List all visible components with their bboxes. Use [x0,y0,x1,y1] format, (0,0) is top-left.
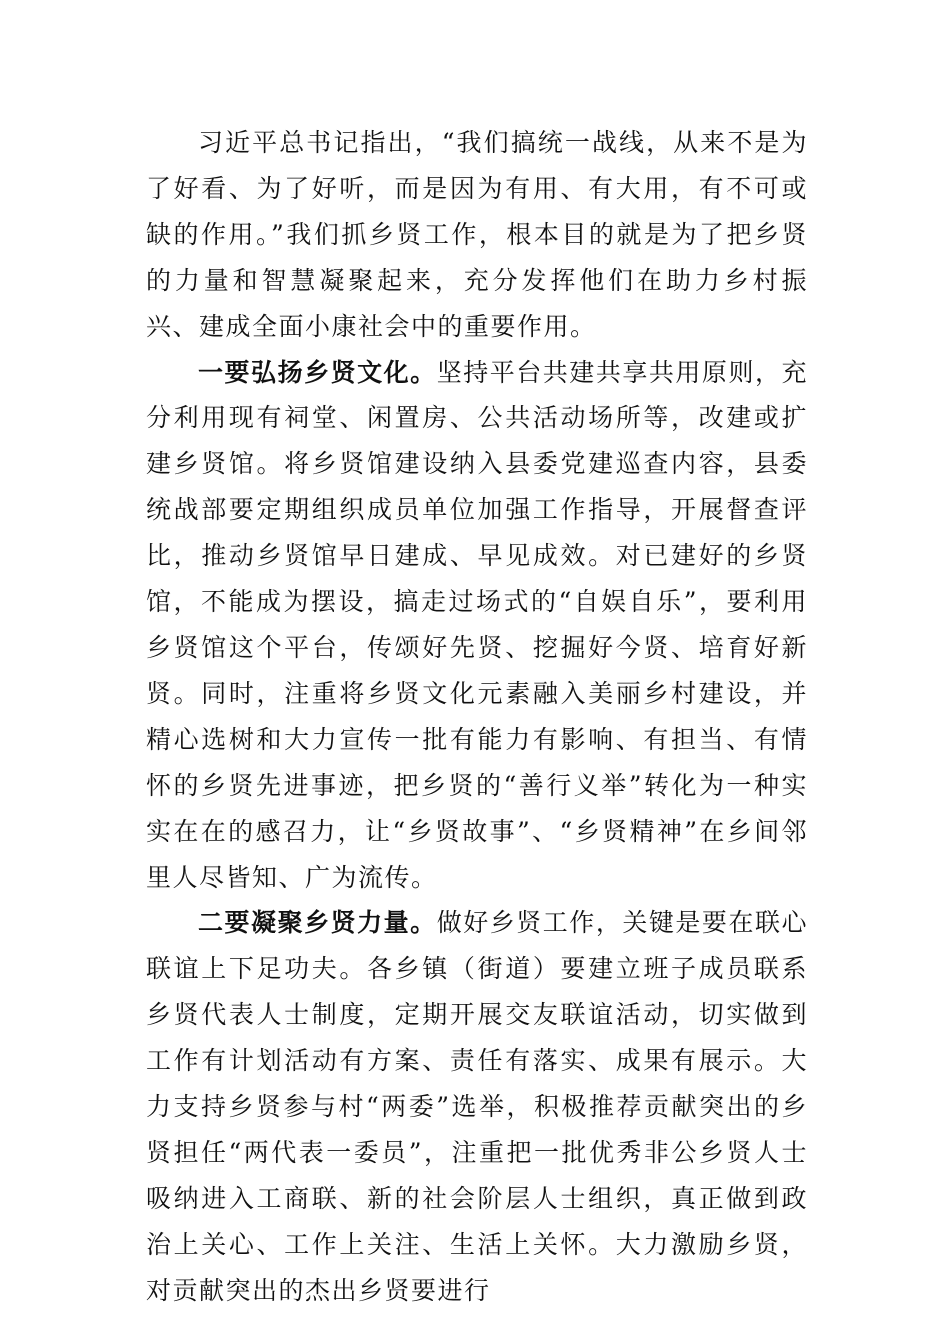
paragraph-lead: 一要弘扬乡贤文化。 [198,357,437,387]
paragraph-culture [146,350,808,901]
paragraph-strength [146,900,808,1313]
document-body [146,120,808,1314]
paragraph-lead: 二要凝聚乡贤力量。 [198,908,437,938]
paragraph-text: 习近平总书记指出，“我们搞统一战线，从来不是为了好看、为了好听，而是因为有用、有大用，有不可或缺的作用。”我们抓乡贤工作，根本目的就是为了把乡贤的力量和智慧凝聚起来，充分发挥他们在助力乡村振兴、建成全面小康社会中的重要作用。 [146,128,808,341]
paragraph-text: 做好乡贤工作，关键是要在联心联谊上下足功夫。各乡镇（街道）要建立班子成员联系乡贤代表人士制度，定期开展交友联谊活动，切实做到工作有计划活动有方案、责任有落实、成果有展示。大力支持乡贤参与村“两委”选举，积极推荐贡献突出的乡贤担任“两代表一委员”，注重把一批优秀非公乡贤人士吸纳进入工商联、新的社会阶层人士组织，真正做到政治上关心、工作上关注、生活上关怀。大力激励乡贤，对贡献突出的杰出乡贤要进行 [146,908,808,1305]
paragraph-text: 坚持平台共建共享共用原则，充分利用现有祠堂、闲置房、公共活动场所等，改建或扩建乡贤馆。将乡贤馆建设纳入县委党建巡查内容，县委统战部要定期组织成员单位加强工作指导，开展督查评比，推动乡贤馆早日建成、早见成效。对已建好的乡贤馆，不能成为摆设，搞走过场式的“自娱自乐”，要利用乡贤馆这个平台，传颂好先贤、挖掘好今贤、培育好新贤。同时，注重将乡贤文化元素融入美丽乡村建设，并精心选树和大力宣传一批有能力有影响、有担当、有情怀的乡贤先进事迹，把乡贤的“善行义举”转化为一种实实在在的感召力，让“乡贤故事”、“乡贤精神”在乡间邻里人尽皆知、广为流传。 [146,357,808,892]
paragraph-intro [146,120,808,350]
